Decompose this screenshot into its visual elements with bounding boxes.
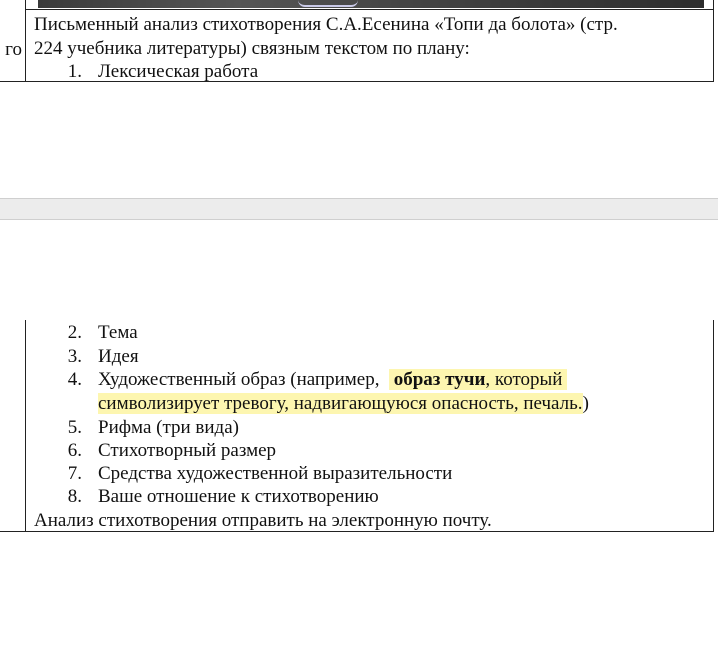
list-number: 4. <box>67 369 82 390</box>
highlighted-text <box>389 369 567 390</box>
list-item <box>0 60 714 82</box>
list-number: 8. <box>67 486 82 507</box>
item-4-closing: ) <box>582 393 589 414</box>
bold-phrase: образ тучи <box>393 369 486 390</box>
list-item <box>0 416 714 439</box>
footer-instruction: Анализ стихотворения отправить на электронную почту. <box>34 510 492 531</box>
item-4-line-1 <box>98 368 567 391</box>
left-cell-text: го <box>5 39 22 60</box>
photo-fragment <box>38 0 704 8</box>
highlighted-text-line-2: символизирует тревогу, надвигающуюся опасность, печаль. <box>98 393 583 414</box>
list-number: 1. <box>67 61 82 82</box>
assignment-line-2: 224 учебника литературы) связным текстом по плану: <box>34 38 470 59</box>
list-text: Средства художественной выразительности <box>98 463 453 484</box>
list-item <box>0 485 714 508</box>
assignment-line-1: Письменный анализ стихотворения С.А.Есенина «Топи да болота» (стр. <box>34 14 618 35</box>
list-item <box>0 462 714 485</box>
list-text: Ваше отношение к стихотворению <box>98 486 379 507</box>
table-row-divider <box>25 9 714 10</box>
list-number: 5. <box>67 417 82 438</box>
list-text: Рифма (три вида) <box>98 417 239 438</box>
page-separator <box>0 198 718 220</box>
list-item <box>0 321 714 344</box>
list-text: Стихотворный размер <box>98 440 277 461</box>
list-number: 7. <box>67 463 82 484</box>
item-4-prefix: Художественный образ (например, <box>98 369 380 390</box>
list-item <box>0 345 714 368</box>
list-text: Лексическая работа <box>98 61 259 82</box>
list-item <box>0 439 714 462</box>
list-text: Тема <box>98 322 138 343</box>
item-4-line-2 <box>98 392 589 415</box>
list-number: 3. <box>67 346 82 367</box>
list-number: 6. <box>67 440 82 461</box>
list-number: 2. <box>67 322 82 343</box>
item-4-suffix: , который <box>485 369 563 390</box>
list-item-4 <box>0 368 714 416</box>
list-text: Идея <box>98 346 139 367</box>
